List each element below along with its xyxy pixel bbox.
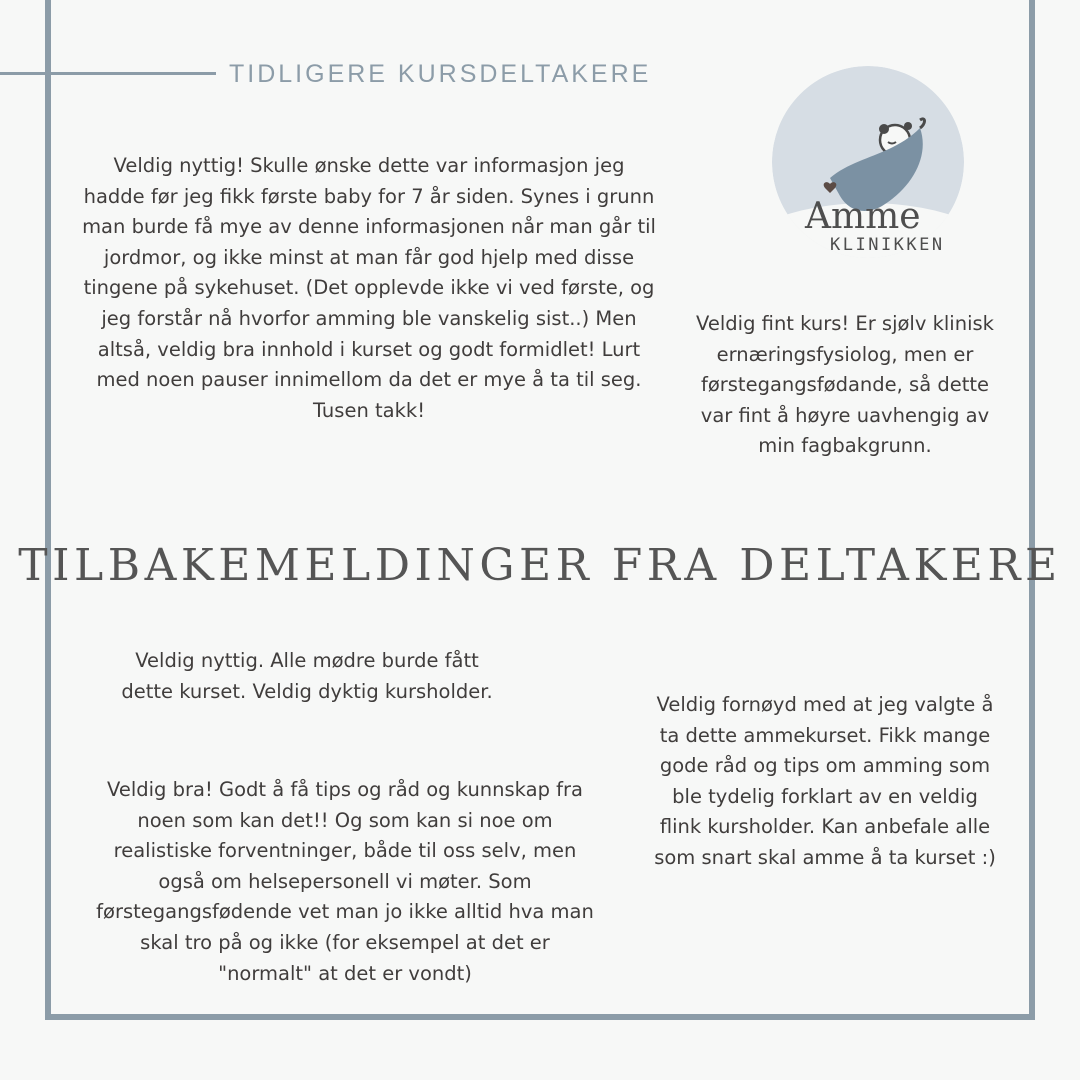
header-accent-line (0, 72, 216, 75)
frame-left-border (45, 0, 51, 1020)
page-title: TILBAKEMELDINGER FRA DELTAKERE (18, 540, 1062, 591)
testimonial-3: Veldig nyttig. Alle mødre burde fått dette kurset. Veldig dyktig kursholder. (121, 649, 493, 703)
logo-subtitle: KLINIKKEN (830, 235, 945, 255)
testimonial-4: Veldig bra! Godt å få tips og råd og kunnskap fra noen som kan det!! Og som kan si noe om realistiske forventninger, både til oss selv, men også om helsepersonell vi møter. Som førstegangsfødende vet man jo ikke alltid hva man skal tro på og ikke (for eksempel at det er "normalt" at det er vondt) (96, 778, 594, 985)
frame-right-border (1029, 0, 1035, 1020)
logo-wordmark: Amme (805, 196, 921, 237)
amme-klinikken-logo (760, 60, 980, 260)
testimonial-5: Veldig fornøyd med at jeg valgte å ta dette ammekurset. Fikk mange gode råd og tips om amming som ble tydelig forklart av en veldig flink kursholder. Kan anbefale alle som snart skal amme å ta kurset :) (654, 693, 996, 869)
testimonial-1: Veldig nyttig! Skulle ønske dette var informasjon jeg hadde før jeg fikk første baby for 7 år siden. Synes i grunn man burde få mye av denne informasjonen når man går til jordmor, og ikke minst at man får god hjelp med disse tingene på sykehuset. (Det opplevde ikke vi ved første, og jeg forstår nå hvorfor amming ble vanskelig sist..) Men altså, veldig bra innhold i kurset og godt formidlet! Lurt med noen pauser innimellom da det er mye å ta til seg. Tusen takk! (82, 154, 656, 422)
testimonial-2: Veldig fint kurs! Er sjølv klinisk ernæringsfysiolog, men er førstegangsfødande, så dette var fint å høyre uavhengig av min fagbakgrunn. (696, 312, 994, 458)
frame-bottom-border (45, 1014, 1035, 1020)
section-label: TIDLIGERE KURSDELTAKERE (229, 60, 652, 88)
